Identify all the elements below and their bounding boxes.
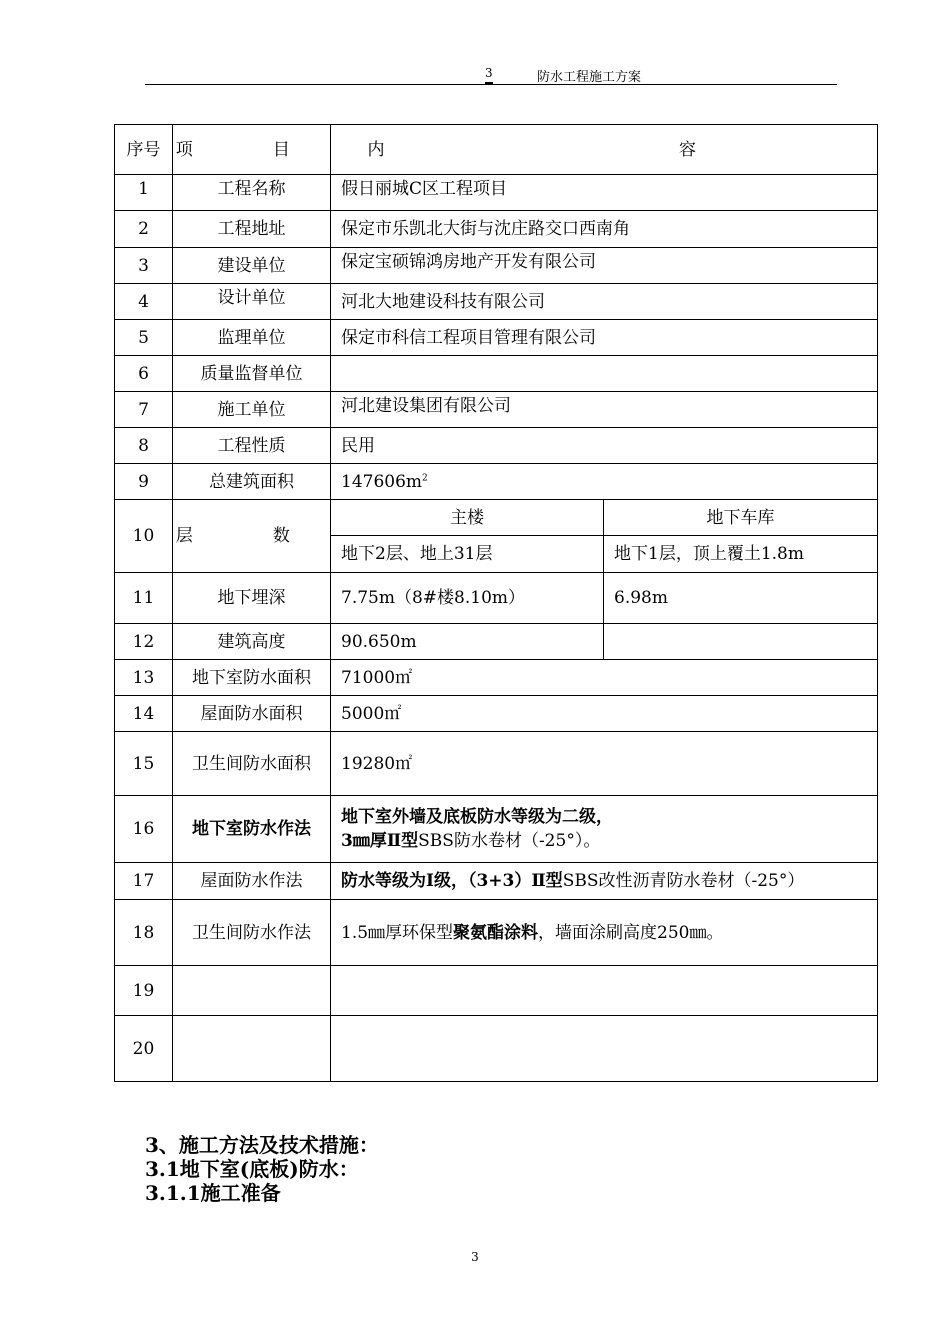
row-item <box>173 966 331 1016</box>
basement-method-bold: 3㎜厚Ⅱ型 <box>341 831 419 851</box>
row-content: 5000㎡ <box>331 696 878 732</box>
page-header <box>145 62 837 85</box>
main-building-floors: 地下2层、地上31层 <box>331 536 604 573</box>
row-content: 保定市科信工程项目管理有限公司 <box>331 320 878 356</box>
row-number: 10 <box>115 500 173 573</box>
main-building-height: 90.650m <box>331 624 604 660</box>
row-item: 质量监督单位 <box>173 356 331 392</box>
roof-method-rest: SBS改性沥青防水卷材（-25°） <box>562 871 805 891</box>
row-number: 4 <box>115 284 173 320</box>
table-row <box>115 392 878 428</box>
row-content <box>331 356 878 392</box>
row-number: 5 <box>115 320 173 356</box>
table-row <box>115 175 878 211</box>
row-number: 19 <box>115 966 173 1016</box>
header-no: 序号 <box>115 125 173 175</box>
row-item: 地下室防水面积 <box>173 660 331 696</box>
row-item: 建筑高度 <box>173 624 331 660</box>
row-item: 工程地址 <box>173 211 331 248</box>
row-content <box>331 464 878 500</box>
table-row <box>115 660 878 696</box>
row-item: 总建筑面积 <box>173 464 331 500</box>
table-header-row <box>115 125 878 175</box>
basement-method-line1: 地下室外墙及底板防水等级为二级， <box>341 807 613 827</box>
row-number: 15 <box>115 732 173 796</box>
basement-method-rest: SBS防水卷材（-25°）。 <box>418 831 601 851</box>
row-content <box>331 966 878 1016</box>
table-row <box>115 900 878 966</box>
row-content: 河北建设集团有限公司 <box>331 392 878 428</box>
bathroom-method-bold: 聚氨酯涂料 <box>453 922 539 943</box>
row-number: 12 <box>115 624 173 660</box>
row-item: 屋面防水面积 <box>173 696 331 732</box>
garage-height <box>604 624 878 660</box>
row-item: 建设单位 <box>173 248 331 284</box>
row-item: 卫生间防水面积 <box>173 732 331 796</box>
row-content: 保定市乐凯北大街与沈庄路交口西南角 <box>331 211 878 248</box>
section-headings <box>145 1133 379 1205</box>
section-heading: 3.1.1施工准备 <box>145 1181 281 1205</box>
row-number: 11 <box>115 573 173 624</box>
row-item: 地下室防水作法 <box>173 796 331 863</box>
row-number: 1 <box>115 175 173 211</box>
row-number: 2 <box>115 211 173 248</box>
row-number: 13 <box>115 660 173 696</box>
main-building-depth: 7.75m（8#楼8.10m） <box>331 573 604 624</box>
header-title: 防水工程施工方案 <box>537 70 642 85</box>
row-number: 9 <box>115 464 173 500</box>
row-content <box>331 1016 878 1082</box>
row-number: 17 <box>115 863 173 900</box>
row-item: 工程名称 <box>173 175 331 211</box>
table-row <box>115 1016 878 1082</box>
row-item: 地下埋深 <box>173 573 331 624</box>
row-number: 14 <box>115 696 173 732</box>
table-row <box>115 248 878 284</box>
superscript: 2 <box>422 472 428 483</box>
table-row <box>115 573 878 624</box>
row-content: 19280㎡ <box>331 732 878 796</box>
main-building-header: 主楼 <box>331 500 604 536</box>
row-content: 保定宝硕锦鸿房地产开发有限公司 <box>331 248 878 284</box>
garage-header: 地下车库 <box>604 500 878 536</box>
table-row <box>115 624 878 660</box>
row-content: 假日丽城C区工程项目 <box>331 175 878 211</box>
garage-floors: 地下1层，顶上覆土1.8m <box>604 536 878 573</box>
page-footer-number: 3 <box>471 1250 479 1264</box>
table-row <box>115 966 878 1016</box>
row-number: 20 <box>115 1016 173 1082</box>
table-row <box>115 863 878 900</box>
section-heading: 3、施工方法及技术措施： <box>145 1133 379 1157</box>
table-row <box>115 796 878 863</box>
row-item: 施工单位 <box>173 392 331 428</box>
table-row <box>115 464 878 500</box>
table-row <box>115 732 878 796</box>
row-item: 设计单位 <box>173 284 331 320</box>
row-item: 监理单位 <box>173 320 331 356</box>
row-item: 层 数 <box>173 500 331 573</box>
basement-method-line2 <box>341 829 867 853</box>
row-content <box>331 900 878 966</box>
row-item: 屋面防水作法 <box>173 863 331 900</box>
row-number: 18 <box>115 900 173 966</box>
row-content: 民用 <box>331 428 878 464</box>
bathroom-method-rest: ，墙面涂刷高度250㎜。 <box>538 922 724 943</box>
table-row <box>115 428 878 464</box>
row-number: 8 <box>115 428 173 464</box>
project-info-table <box>114 124 878 1082</box>
table-row <box>115 320 878 356</box>
garage-depth: 6.98m <box>604 573 878 624</box>
header-content: 内 容 <box>331 125 878 175</box>
row-number: 16 <box>115 796 173 863</box>
table-row <box>115 284 878 320</box>
row-content <box>331 796 878 863</box>
row-content: 河北大地建设科技有限公司 <box>331 284 878 320</box>
header-item: 项 目 <box>173 125 331 175</box>
section-heading: 3.1地下室(底板)防水： <box>145 1157 359 1181</box>
row-number: 7 <box>115 392 173 428</box>
row-number: 6 <box>115 356 173 392</box>
total-area-value: 147606m <box>341 471 423 492</box>
roof-method-bold: 防水等级为Ⅰ级，（3+3）Ⅱ型 <box>341 871 563 891</box>
table-row <box>115 356 878 392</box>
row-content <box>331 863 878 900</box>
row-item: 工程性质 <box>173 428 331 464</box>
table-row <box>115 500 878 536</box>
row-number: 3 <box>115 248 173 284</box>
row-item <box>173 1016 331 1082</box>
table-row <box>115 211 878 248</box>
header-page-number: 3 <box>485 66 493 80</box>
table-row <box>115 696 878 732</box>
bathroom-method-pre: 1.5㎜厚环保型 <box>341 922 454 943</box>
row-item: 卫生间防水作法 <box>173 900 331 966</box>
row-content: 71000㎡ <box>331 660 878 696</box>
